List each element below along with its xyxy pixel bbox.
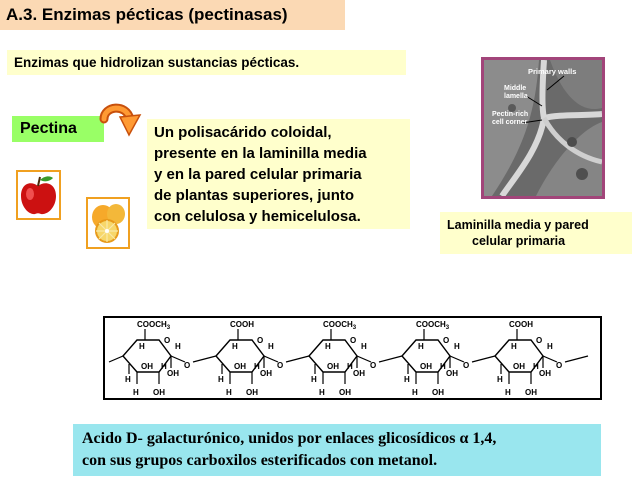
bond-line: [171, 356, 185, 362]
micrograph-label: Primary walls: [528, 67, 577, 76]
hydroxyl-label: OH: [339, 388, 351, 397]
glycosidic-oxygen-label: O: [556, 361, 563, 370]
micrograph-label: lamella: [504, 93, 528, 100]
micrograph-caption-box: [440, 212, 632, 254]
bond-line: [357, 356, 371, 362]
hydroxyl-label: OH: [539, 369, 551, 378]
hydrogen-label: H: [418, 342, 424, 351]
ring-oxygen-label: O: [164, 336, 171, 345]
bond-line: [193, 356, 216, 362]
definition-box: [147, 119, 410, 229]
hydrogen-label: H: [454, 342, 460, 351]
substituent-label: $COOCH_3$: [137, 320, 171, 331]
hydrogen-label: H: [547, 342, 553, 351]
micrograph-caption-line: Laminilla media y pared: [447, 218, 589, 232]
hydroxyl-label: OH: [353, 369, 365, 378]
hydroxyl-label: OH: [234, 362, 246, 371]
bond-line: [565, 356, 588, 362]
hydroxyl-label: OH: [432, 388, 444, 397]
bottom-note-box: [73, 424, 601, 476]
micrograph-label: Pectin-rich: [492, 111, 529, 118]
substituent-label: COOH: [230, 320, 254, 329]
definition-line: y en la pared celular primaria: [154, 166, 362, 183]
definition-line: presente en la laminilla media: [154, 145, 367, 162]
bond-line: [379, 356, 402, 362]
hydrogen-label: H: [268, 342, 274, 351]
bond-line: [450, 356, 464, 362]
title-banner: [0, 0, 345, 30]
hydrogen-label: H: [319, 388, 325, 397]
hydroxyl-label: OH: [525, 388, 537, 397]
micrograph-picture: [484, 60, 602, 196]
substituent-label: COOH: [509, 320, 533, 329]
hydrogen-label: H: [497, 375, 503, 384]
hydrogen-label: H: [232, 342, 238, 351]
pectin-chain-diagram: [103, 316, 602, 400]
ring-oxygen-label: O: [257, 336, 264, 345]
hydrogen-label: H: [361, 342, 367, 351]
hydrogen-label: H: [218, 375, 224, 384]
hydrogen-label: H: [161, 362, 167, 371]
substituent-label: $COOCH_3$: [323, 320, 357, 331]
glycosidic-oxygen-label: O: [277, 361, 284, 370]
bond-line: [543, 356, 557, 362]
bond-line: [286, 356, 309, 362]
glycosidic-oxygen-label: O: [184, 361, 191, 370]
subtitle-banner: [7, 50, 406, 75]
hydroxyl-label: OH: [153, 388, 165, 397]
hydroxyl-label: OH: [420, 362, 432, 371]
bond-line: [472, 356, 495, 362]
hydrogen-label: H: [412, 388, 418, 397]
hydrogen-label: H: [347, 362, 353, 371]
ring-oxygen-label: O: [536, 336, 543, 345]
hydroxyl-label: OH: [513, 362, 525, 371]
pectina-label-box: [12, 116, 104, 142]
hydrogen-label: H: [254, 362, 260, 371]
hydrogen-label: H: [511, 342, 517, 351]
curved-arrow-icon: [98, 101, 146, 141]
hydroxyl-label: OH: [327, 362, 339, 371]
pectin-chain-structure: [105, 318, 600, 398]
hydrogen-label: H: [226, 388, 232, 397]
page-title: A.3. Enzimas pécticas (pectinasas): [6, 5, 288, 24]
substituent-label: $COOCH_3$: [416, 320, 450, 331]
hydrogen-label: H: [505, 388, 511, 397]
glycosidic-oxygen-label: O: [370, 361, 377, 370]
hydrogen-label: H: [325, 342, 331, 351]
lemon-image: [86, 197, 130, 249]
hydrogen-label: H: [175, 342, 181, 351]
hydrogen-label: H: [133, 388, 139, 397]
ring-oxygen-label: O: [350, 336, 357, 345]
hydroxyl-label: OH: [167, 369, 179, 378]
micrograph-image: [481, 57, 605, 199]
apple-icon: [18, 172, 59, 218]
apple-image: [16, 170, 61, 220]
bottom-note-line: con sus grupos carboxilos esterificados con metanol.: [82, 452, 438, 469]
hydrogen-label: H: [404, 375, 410, 384]
subtitle-text: Enzimas que hidrolizan sustancias pécticas.: [14, 55, 300, 70]
hydroxyl-label: OH: [260, 369, 272, 378]
hydroxyl-label: OH: [141, 362, 153, 371]
micrograph-label: cell corner: [492, 119, 528, 126]
bond-line: [109, 356, 123, 362]
definition-line: de plantas superiores, junto: [154, 187, 355, 204]
lemon-icon: [88, 199, 128, 247]
glycosidic-oxygen-label: O: [463, 361, 470, 370]
hydrogen-label: H: [533, 362, 539, 371]
hydrogen-label: H: [139, 342, 145, 351]
hydrogen-label: H: [311, 375, 317, 384]
pectina-label: Pectina: [20, 120, 77, 137]
bottom-note-line: Acido D- galacturónico, unidos por enlaces glicosídicos α 1,4,: [82, 430, 497, 447]
hydroxyl-label: OH: [246, 388, 258, 397]
micrograph-caption-line: celular primaria: [472, 234, 566, 248]
hydrogen-label: H: [440, 362, 446, 371]
bond-line: [264, 356, 278, 362]
hydroxyl-label: OH: [446, 369, 458, 378]
definition-line: Un polisacárido coloidal,: [154, 124, 332, 141]
micrograph-label: Middle: [504, 85, 527, 92]
ring-oxygen-label: O: [443, 336, 450, 345]
definition-line: con celulosa y hemicelulosa.: [154, 208, 361, 225]
hydrogen-label: H: [125, 375, 131, 384]
